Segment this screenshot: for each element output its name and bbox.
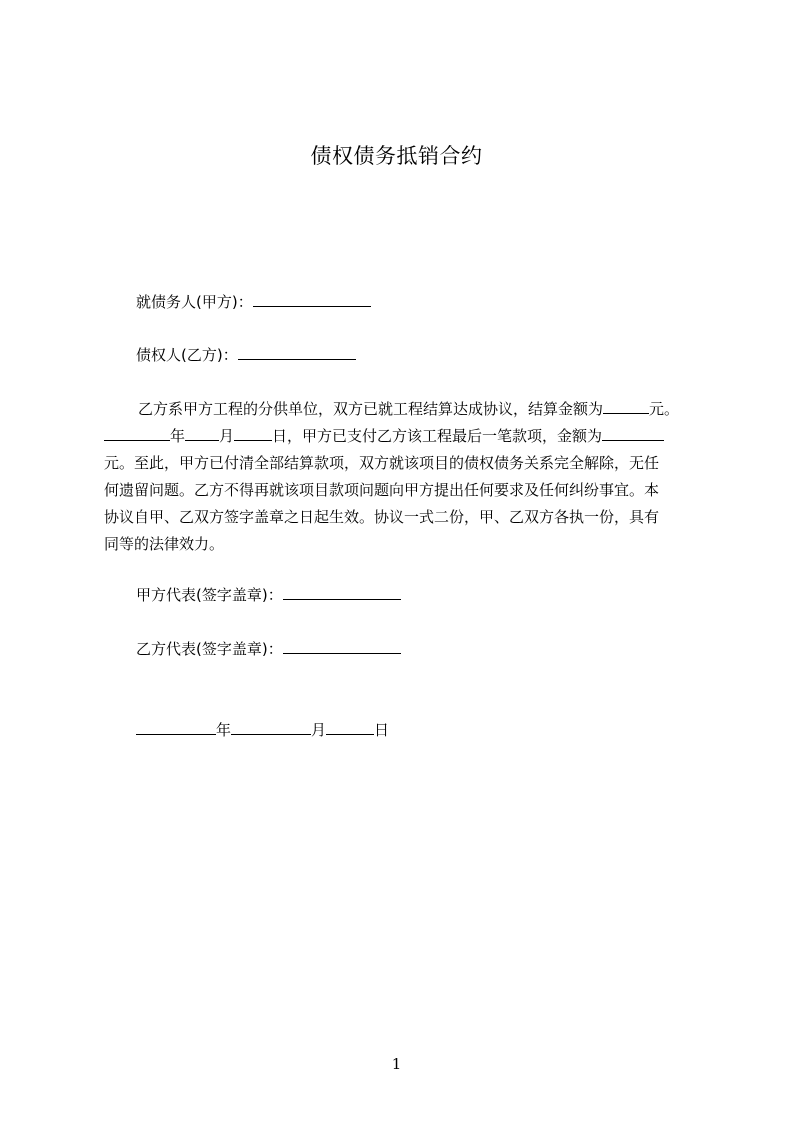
party-b-sign-line <box>136 638 401 659</box>
party-a-sign-line <box>136 584 401 605</box>
party-b-sign-blank <box>283 639 401 654</box>
page-number: 1 <box>391 1055 402 1073</box>
agreement-paragraph <box>104 396 704 558</box>
day-blank <box>234 426 272 441</box>
debtor-blank <box>253 292 371 307</box>
date-year-blank <box>136 720 216 735</box>
debtor-line <box>136 291 371 312</box>
para-line-3: 元。至此，甲方已付清全部结算款项，双方就该项目的债权债务关系完全解除，无任 <box>104 454 660 472</box>
date-day-label: 日 <box>374 721 390 739</box>
document-title: 债权债务抵销合约 <box>310 144 483 168</box>
date-line <box>136 719 389 740</box>
para-line-4: 何遗留问题。乙方不得再就该项目款项问题向甲方提出任何要求及任何纠纷事宜。本 <box>104 481 660 499</box>
para-line-2: 年 月 日，甲方已支付乙方该工程最后一笔款项，金额为 <box>104 423 704 450</box>
para-line-1: 乙方系甲方工程的分供单位，双方已就工程结算达成协议，结算金额为 元。 <box>138 400 680 418</box>
party-b-sign-label: 乙方代表(签字盖章)： <box>136 640 283 658</box>
date-month-blank <box>231 720 311 735</box>
creditor-label: 债权人(乙方)： <box>136 346 238 364</box>
payment-blank <box>602 426 664 441</box>
debtor-label: 就债务人(甲方)： <box>136 293 253 311</box>
party-a-sign-blank <box>283 585 401 600</box>
date-year-label: 年 <box>216 721 232 739</box>
para-line-6: 同等的法律效力。 <box>104 535 225 553</box>
creditor-blank <box>238 345 356 360</box>
creditor-line <box>136 344 356 365</box>
para-line-5: 协议自甲、乙双方签字盖章之日起生效。协议一式二份，甲、乙双方各执一份，具有 <box>104 508 660 526</box>
date-day-blank <box>326 720 374 735</box>
amount-blank <box>603 399 649 414</box>
month-blank <box>185 426 219 441</box>
party-a-sign-label: 甲方代表(签字盖章)： <box>136 586 283 604</box>
year-blank <box>104 426 170 441</box>
date-month-label: 月 <box>311 721 327 739</box>
